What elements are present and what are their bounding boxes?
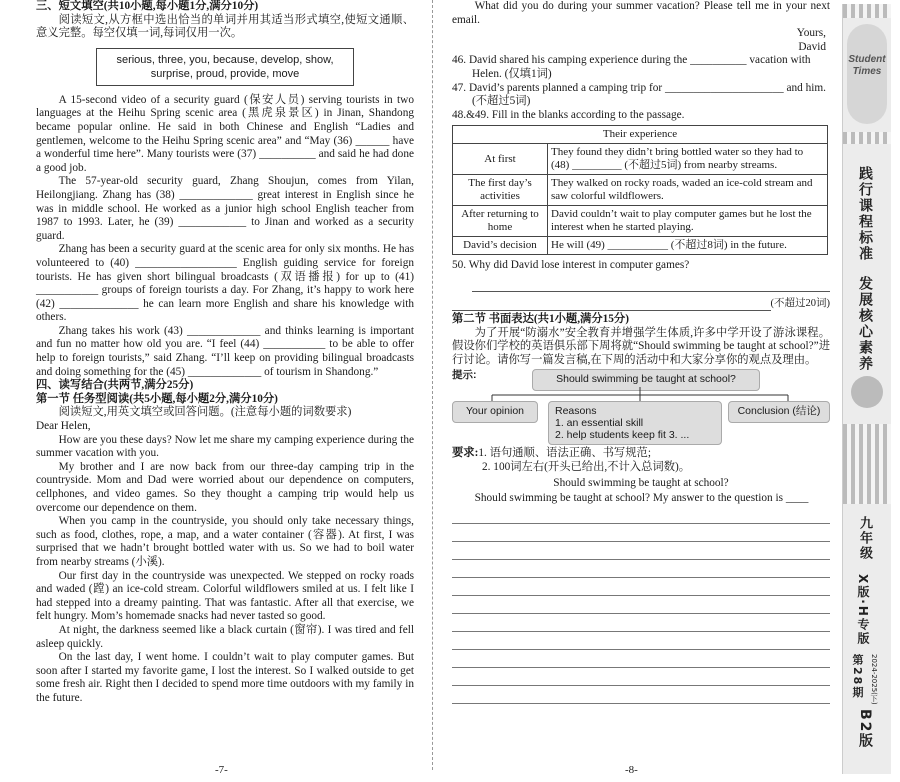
sidebar-stripe bbox=[843, 424, 891, 504]
mind-map bbox=[452, 369, 830, 442]
table-row bbox=[453, 206, 828, 237]
requirement-1: 1. 语句通顺、语法正确、书写规范; bbox=[478, 447, 651, 460]
answer-line[interactable] bbox=[472, 273, 830, 292]
writing-line[interactable] bbox=[452, 686, 830, 704]
letter-paragraph: My brother and I are now back from our three-day camping trip in the countryside. Mom and Dad were worried about our dependence on computers, cellphones, and video games. So they thought a camping trip would help us overcome our dependence on them. bbox=[36, 460, 414, 514]
writing-line[interactable] bbox=[452, 632, 830, 650]
edition-label: X版·H专版 bbox=[856, 574, 870, 646]
word-box-line-2: surprise, proud, provide, move bbox=[150, 67, 300, 80]
question-50: 50. Why did David lose interest in computer games? bbox=[452, 259, 690, 272]
sidebar bbox=[842, 4, 891, 774]
letter-paragraph: Our first day in the countryside was unexpected. We stepped on rocky roads and waded (蹚) an ice-cold stream. Colorful wildflowers smiled at us. I felt like I had stepped into a dreamy painting. That was fantastic. After all that exercise, we felt hungry. Mom’s homemade snacks had never tasted so good. bbox=[36, 569, 414, 623]
logo-text: Student Times bbox=[848, 54, 886, 77]
mind-map-conclusion: Conclusion (结论) bbox=[728, 401, 830, 423]
mind-map-center: Should swimming be taught at school? bbox=[532, 369, 760, 391]
table-row-label: David’s decision bbox=[453, 237, 548, 255]
writing-line[interactable] bbox=[452, 524, 830, 542]
hint-label: 提示: bbox=[452, 369, 477, 382]
reason-item: 2. help students keep fit 3. ... bbox=[555, 429, 690, 442]
table-row bbox=[453, 175, 828, 206]
letter-signature: David bbox=[798, 40, 826, 53]
letter-paragraph: What did you do during your summer vacation? Please tell me in your next email. bbox=[452, 0, 830, 26]
writing-line[interactable] bbox=[452, 578, 830, 596]
table-row-text: They found they didn’t bring bottled water so they had to (48) _________ (不超过5词) from nearby streams. bbox=[548, 144, 828, 175]
mind-map-opinion: Your opinion bbox=[452, 401, 538, 423]
column-divider bbox=[432, 0, 433, 770]
letter-paragraph: At night, the darkness seemed like a black curtain (窗帘). I was tired and fell asleep quickly. bbox=[36, 623, 414, 650]
passage1-paragraph: Zhang takes his work (43) _____________ and thinks learning is important and fun no matter how old you are. “I feel (44) ___________ to be able to offer help to foreign tourists,” said Zhang. “I’ll keep on providing bilingual broadcasts and doing something for the (45) _____________ of tourism in Shandong.” bbox=[36, 324, 414, 378]
requirements bbox=[452, 447, 830, 461]
slogan-2: 发展核心素养 bbox=[857, 276, 873, 372]
subsection2-title: 第二节 书面表达(共1小题,满分15分) bbox=[452, 312, 629, 325]
sidebar-stripe bbox=[843, 4, 891, 18]
decorative-emblem-icon bbox=[851, 376, 883, 408]
word-box bbox=[96, 48, 354, 86]
table-row-text: They walked on rocky roads, waded an ice-cold stream and saw colorful wildflowers. bbox=[548, 175, 828, 206]
subsection1-instructions: 阅读短文,用英文填空或回答问题。(注意每小题的词数要求) bbox=[58, 406, 352, 419]
question-46: 46. David shared his camping experience during the __________ vacation with Helen. (仅填1词) bbox=[452, 54, 811, 80]
essay-title: Should swimming be taught at school? bbox=[553, 476, 729, 489]
grade-label: 九年级 bbox=[857, 516, 872, 561]
table-row-text: He will (49) ___________ (不超过8词) in the future. bbox=[548, 237, 828, 255]
letter-paragraph: On the last day, I went home. I couldn’t wait to play computer games. But soon after I started my favorite game, I lost the interest. So I walked outside to get some fresh air. Right then I decided to spend more time outdoors with my family in the future. bbox=[36, 651, 414, 704]
issue-label: 第28期 bbox=[851, 654, 864, 700]
letter-greeting: Dear Helen, bbox=[36, 420, 91, 433]
writing-area[interactable] bbox=[452, 506, 830, 704]
letter-paragraph: How are you these days? Now let me share my camping experience during the summer vacation with you. bbox=[36, 433, 414, 460]
writing-line[interactable] bbox=[452, 650, 830, 668]
table-row-label: The first day’s activities bbox=[453, 175, 548, 206]
slogan-1: 践行课程标准 bbox=[857, 166, 873, 262]
page-tag: B2版 bbox=[857, 709, 873, 750]
left-column bbox=[36, 0, 414, 706]
reasons-heading: Reasons bbox=[555, 405, 597, 418]
passage1-paragraph: The 57-year-old security guard, Zhang Shoujun, comes from Yilan, Heilongjiang. Zhang has (38) _____________ great interest in English since he was in middle school. He worked as a junior high school English teacher from 1987 to 1993. Later, he (39) ____________ to Jinan and worked as a security guard. bbox=[36, 175, 414, 242]
question-48-49: 48.&49. Fill in the blanks according to the passage. bbox=[452, 108, 685, 121]
requirements-label: 要求: bbox=[452, 447, 479, 460]
table-row-text: David couldn’t wait to play computer games but he lost the interest when he started playing. bbox=[548, 206, 828, 237]
word-limit: (不超过20词) bbox=[770, 298, 830, 310]
student-times-logo bbox=[847, 24, 887, 124]
writing-line[interactable] bbox=[452, 596, 830, 614]
table-header: Their experience bbox=[453, 126, 828, 144]
writing-line[interactable] bbox=[452, 560, 830, 578]
passage1-paragraph: Zhang has been a security guard at the scenic area for only six months. He has volunteered to (40) __________________ English guiding service for foreign tourists. He has given short bilingual broadcasts (双语播报) for up to (41) ___________ groups of foreign tourists a day. For Zhang, it’s happy to work here (42) ______________ he can learn more English and share his knowledge with others. bbox=[36, 243, 414, 324]
essay-start: Should swimming be taught at school? My answer to the question is ____ bbox=[474, 492, 809, 505]
mind-map-reasons bbox=[548, 401, 722, 445]
table-row-label: After returning to home bbox=[453, 206, 548, 237]
writing-line[interactable] bbox=[452, 506, 830, 524]
table-row bbox=[453, 237, 828, 255]
section4-title: 四、读写结合(共两节,满分25分) bbox=[36, 379, 194, 392]
page-number-right: -8- bbox=[625, 764, 638, 776]
subsection1-title: 第一节 任务型阅读(共5小题,每小题2分,满分10分) bbox=[36, 392, 278, 405]
table-row-label: At first bbox=[453, 144, 548, 175]
answer-line[interactable] bbox=[452, 292, 771, 311]
passage1-paragraph: A 15-second video of a security guard (保安人员) serving tourists in two languages at the Heihu Spring scenic area (黑虎泉景区) in Jinan, Shandong became popular online. He said in both Chinese and English “Ladies and gentlemen, welcome to the Heihu Spring scenic area” and “May (36) ______ have a wonderful time here”. Many tourists were (37) __________ and said he had done a good job. bbox=[36, 93, 414, 174]
table-row bbox=[453, 144, 828, 175]
right-column bbox=[452, 0, 830, 704]
writing-line[interactable] bbox=[452, 668, 830, 686]
writing-line[interactable] bbox=[452, 542, 830, 560]
sidebar-stripe bbox=[843, 132, 891, 144]
experience-table bbox=[452, 125, 828, 255]
section3-title: 三、短文填空(共10小题,每小题1分,满分10分) bbox=[36, 0, 259, 12]
reason-item: 1. an essential skill bbox=[555, 417, 644, 430]
subsection2-instructions: 为了开展“防溺水”安全教育并增强学生体质,许多中学开设了游泳课程。假设你们学校的英语俱乐部下周将就“Should swimming be taught at school?”进行讨论。请你写一篇发言稿,在下周的活动中和大家分享你的观点及理由。 bbox=[452, 326, 830, 366]
writing-line[interactable] bbox=[452, 614, 830, 632]
letter-closing: Yours, bbox=[796, 27, 826, 40]
letter-paragraph: When you camp in the countryside, you should only take necessary things, such as food, clothes, rope, a map, and a water container (容器). At first, I was surprised that we hadn’t brought bottled water with us. So we had to boil water from nearby streams (小溪). bbox=[36, 515, 414, 568]
section3-instructions: 阅读短文,从方框中选出恰当的单词并用其适当形式填空,使短文通顺、意义完整。每空仅填一词,每词仅用一次。 bbox=[36, 13, 414, 40]
question-47: 47. David’s parents planned a camping trip for _____________________ and him. (不超过5词) bbox=[452, 81, 826, 108]
year-label: 2024-2025(下) bbox=[870, 654, 878, 705]
page-number-left: -7- bbox=[215, 764, 228, 776]
requirement-2: 2. 100词左右(开头已给出,不计入总词数)。 bbox=[482, 460, 691, 473]
word-box-line-1: serious, three, you, because, develop, show, bbox=[116, 53, 334, 66]
